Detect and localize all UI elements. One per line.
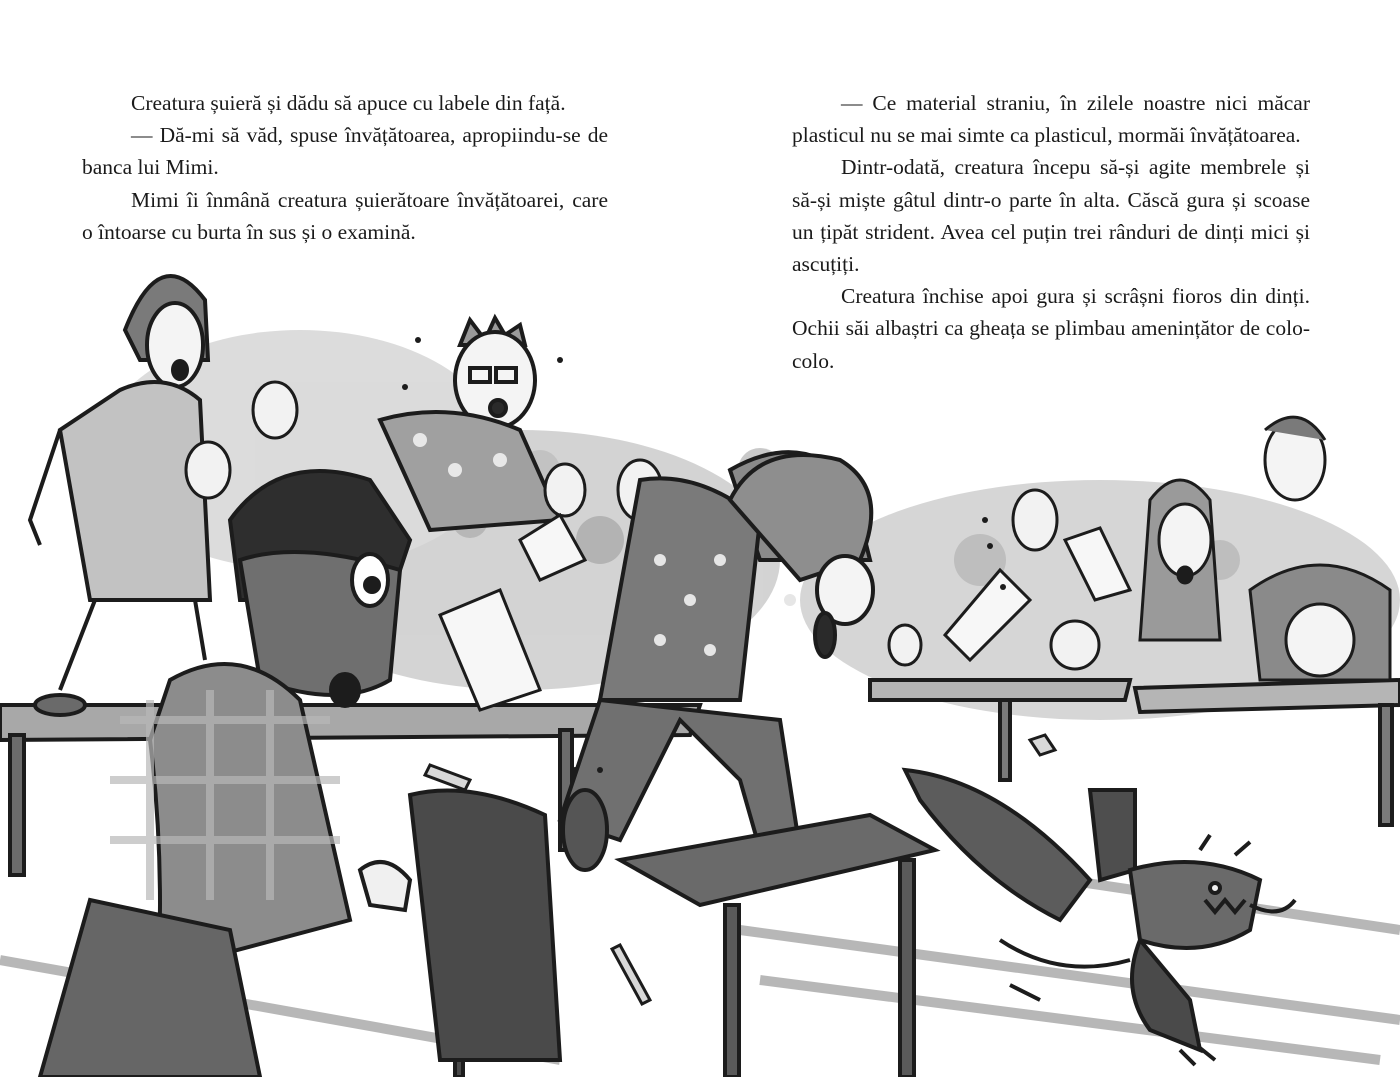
paragraph: — Dă-mi să văd, spuse învățătoarea, apropiindu-se de banca lui Mimi. bbox=[82, 123, 608, 180]
left-page-text bbox=[82, 87, 608, 248]
paragraph: Creatura închise apoi gura și scrâșni fioros din dinți. Ochii săi albaștri ca gheața se plimbau amenințător de colo-colo. bbox=[792, 284, 1310, 373]
paragraph: — Ce material straniu, în zilele noastre nici măcar plasticul nu se mai simte ca plasticul, mormăi învățătoarea. bbox=[792, 91, 1310, 148]
paragraph: Mimi îi înmână creatura șuierătoare învățătoarei, care o întoarse cu burta în sus și o examină. bbox=[82, 187, 608, 244]
paragraph: Dintr-odată, creatura începu să-și agite membrele și să-și miște gâtul dintr-o parte în alta. Căscă gura și scoase un țipăt strident. Avea cel puțin trei rânduri de dinți mici și ascuțiți. bbox=[792, 155, 1310, 277]
paragraph: Creatura șuieră și dădu să apuce cu labele din față. bbox=[131, 91, 566, 115]
girl-standing-left bbox=[30, 276, 210, 715]
classroom-illustration bbox=[0, 240, 1400, 1077]
